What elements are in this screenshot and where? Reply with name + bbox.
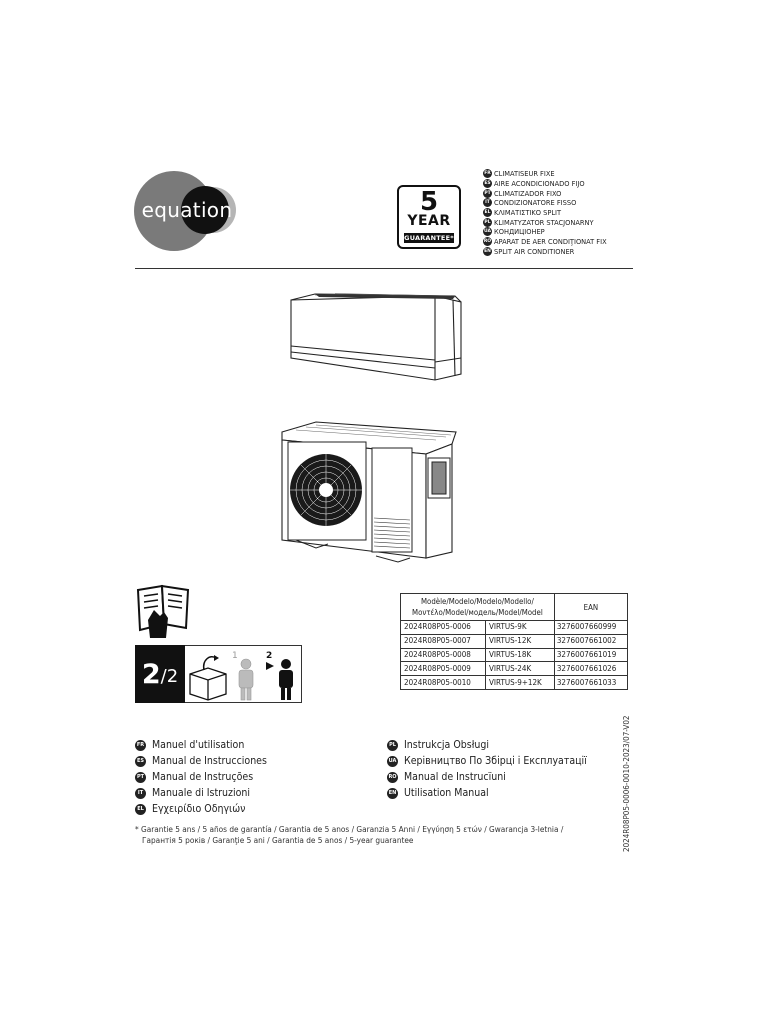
product-type-item [483,217,653,227]
manual-title: Manuale di Istruzioni [152,787,251,799]
model-cell: VIRTUS-12K [486,634,555,648]
table-row [401,634,628,648]
country-code-badge: RO [387,772,398,783]
manual-list-left [135,737,267,817]
product-type-text: SPLIT AIR CONDITIONER [494,246,575,256]
product-type-item [483,179,653,189]
footnote-line-2: Гарантія 5 років / Garanţie 5 ani / Garantia de 5 anos / 5-year guarantee [142,835,414,845]
footnote-line-1: * Garantie 5 ans / 5 años de garantía / Garantia de 5 anos / Garanzia 5 Anni / Εγγύηση 5 ετών / Gwarancja 3-letnia / [135,824,564,834]
table-row [401,621,628,635]
manual-title: Manuel d'utilisation [152,739,245,751]
list-item [387,769,587,785]
table-row [401,662,628,676]
read-manual-icon [134,580,194,640]
country-code-badge: PT [484,190,491,196]
ref-cell: 2024R08P05-0010 [401,676,486,690]
list-item [135,753,267,769]
model-table [400,593,628,690]
product-type-item [483,227,653,237]
list-item [387,753,587,769]
part-indicator [135,645,185,703]
product-type-text: ΚΛΙΜΑΤΙΣΤΙΚΟ SPLIT [494,208,562,218]
product-type-text: APARAT DE AER CONDIŢIONAT FIX [494,237,607,247]
table-row [401,676,628,690]
product-type-item [483,198,653,208]
step-1-label: 1 [232,651,238,661]
product-type-text: КОНДИЦІОНЕР [494,227,545,237]
country-code-badge: FR [135,740,146,751]
country-code-badge: RO [483,239,492,245]
list-item [135,737,267,753]
table-header-row [401,594,628,621]
header-divider [135,268,633,269]
model-header [401,594,555,621]
part-total: /2 [160,666,179,687]
list-item [135,801,267,817]
country-code-badge: FR [484,171,491,177]
step-2-label: 2 [266,651,273,661]
ean-cell: 3276007661019 [554,648,627,662]
model-header-line2: Μοντέλο/Model/модель/Model/Model [412,608,543,617]
guarantee-badge [397,185,461,249]
badge-number: 5 [419,187,439,217]
brand-logo [133,170,241,252]
document-code-text: 2024R08P05-0006-0010-2023/07-V02 [622,715,631,852]
country-code-badge: PT [135,772,146,783]
ean-cell: 3276007661033 [554,676,627,690]
ref-cell: 2024R08P05-0007 [401,634,486,648]
product-type-item [483,237,653,247]
part-number: 2 [141,658,161,690]
country-code-badge: EL [135,804,146,815]
ean-header: EAN [554,594,627,621]
manual-title: Utilisation Manual [404,787,489,799]
country-code-badge: PL [387,740,398,751]
product-type-item [483,208,653,218]
product-type-item [483,247,653,257]
country-code-badge: ES [484,181,491,187]
manual-title: Керівництво По Збірці і Експлуатації [404,755,587,767]
installation-steps-illustration [186,646,301,702]
model-cell: VIRTUS-9+12K [486,676,555,690]
ref-cell: 2024R08P05-0009 [401,662,486,676]
product-type-list [483,169,653,256]
ref-cell: 2024R08P05-0008 [401,648,486,662]
product-type-text: CONDIZIONATORE FISSO [494,198,577,208]
ean-cell: 3276007661026 [554,662,627,676]
indoor-unit-illustration [285,292,465,382]
ean-cell: 3276007661002 [554,634,627,648]
model-cell: VIRTUS-24K [486,662,555,676]
manual-title: Manual de Instrucciones [152,755,267,767]
country-code-badge: IT [483,198,492,207]
manual-title: Manual de Instrucïuni [404,771,506,783]
country-code-badge: EL [484,210,491,216]
model-cell: VIRTUS-9K [486,621,555,635]
ean-cell: 3276007660999 [554,621,627,635]
document-code [622,712,638,852]
manual-title: Εγχειρίδιο Οδηγιών [152,803,246,815]
manual-title: Instrukcja Obsługi [404,739,489,751]
badge-year: YEAR [407,213,451,229]
list-item [387,785,587,801]
badge-guarantee: GUARANTEE* [404,234,454,242]
country-code-badge: UA [387,756,398,767]
list-item [135,769,267,785]
manual-title: Manual de Instruções [152,771,254,783]
list-item [135,785,267,801]
product-type-text: KLIMATYZATOR STACJONARNY [494,217,594,227]
guarantee-footnote [135,824,615,846]
product-type-text: CLIMATISEUR FIXE [494,169,555,179]
country-code-badge: PL [484,219,491,225]
country-code-badge: EN [484,248,491,254]
country-code-badge: UA [484,229,491,235]
country-code-badge: IT [135,788,146,799]
model-header-line1: Modèle/Modelo/Modelo/Modello/ [420,597,534,606]
manual-list-right [387,737,587,801]
outdoor-unit-illustration [276,418,461,566]
product-type-text: CLIMATIZADOR FIXO [494,188,562,198]
table-row [401,648,628,662]
country-code-badge: EN [387,788,398,799]
country-code-badge: ES [135,756,146,767]
product-type-item [483,169,653,179]
ref-cell: 2024R08P05-0006 [401,621,486,635]
product-type-item [483,188,653,198]
brand-name: equation [141,198,233,222]
list-item [387,737,587,753]
product-type-text: AIRE ACONDICIONADO FIJO [494,179,585,189]
model-cell: VIRTUS-18K [486,648,555,662]
